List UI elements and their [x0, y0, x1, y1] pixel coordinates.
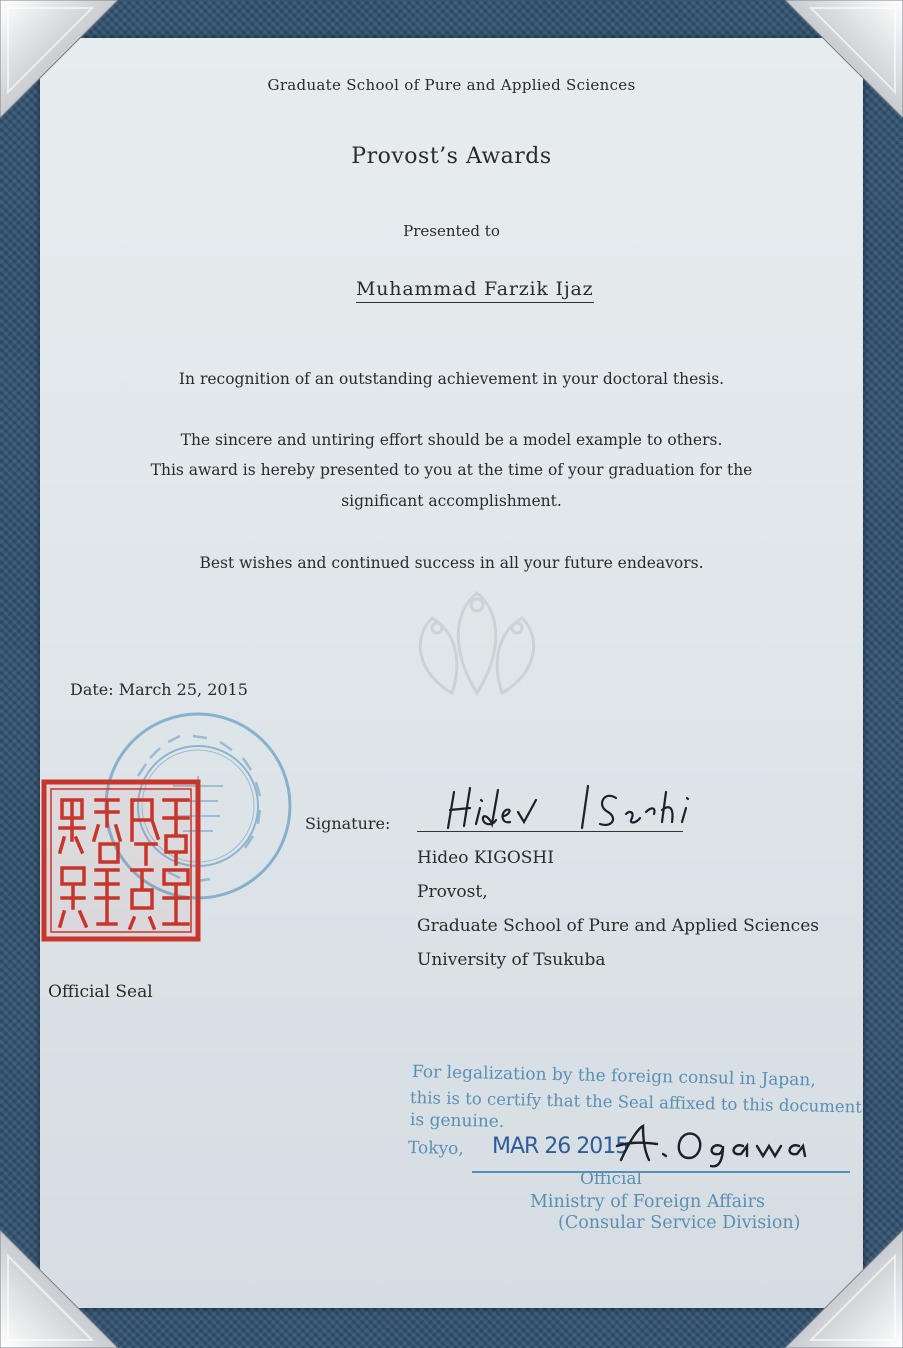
legalization-line	[472, 1171, 850, 1173]
frame-corner-top-right	[785, 0, 903, 118]
frame-corner-bottom-right	[785, 1230, 903, 1348]
signature-line	[417, 831, 683, 832]
legalization-place: Tokyo,	[407, 1138, 465, 1160]
award-date: Date: March 25, 2015	[70, 680, 248, 699]
certificate-paper	[40, 38, 863, 1308]
legalization-ministry: Ministry of Foreign Affairs	[530, 1192, 766, 1212]
body-line-3: significant accomplishment.	[341, 492, 562, 510]
signatory-university: University of Tsukuba	[417, 950, 606, 970]
recognition-text: In recognition of an outstanding achievement in your doctoral thesis.	[178, 370, 725, 388]
legalization-division: (Consular Service Division)	[558, 1213, 801, 1233]
recipient-name: Muhammad Farzik Ijaz	[356, 278, 594, 303]
presented-to-label: Presented to	[403, 222, 500, 240]
official-seal-label: Official Seal	[48, 982, 153, 1002]
legalization-line-3: is genuine.	[409, 1110, 505, 1132]
legalization-official: Official	[580, 1169, 642, 1189]
legalization-date: MAR 26 2015	[492, 1134, 629, 1159]
signature-label: Signature:	[305, 814, 391, 833]
frame-corner-top-left	[0, 0, 118, 118]
university-square-seal-icon	[40, 778, 202, 943]
consular-signature-icon	[613, 1120, 813, 1170]
signatory-school: Graduate School of Pure and Applied Sciences	[417, 916, 819, 936]
signatory-role: Provost,	[417, 882, 488, 902]
legalization-line-1: For legalization by the foreign consul in Japan,	[411, 1062, 816, 1091]
body-line-1: The sincere and untiring effort should be a model example to others.	[180, 431, 723, 449]
legalization-line-2: this is to certify that the Seal affixed to this document	[409, 1088, 863, 1117]
school-header: Graduate School of Pure and Applied Sciences	[267, 76, 636, 94]
body-line-2: This award is hereby presented to you at the time of your graduation for the	[150, 461, 753, 479]
wishes-text: Best wishes and continued success in all your future endeavors.	[199, 554, 704, 572]
paulownia-watermark-icon	[392, 583, 562, 703]
signatory-name: Hideo KIGOSHI	[417, 848, 554, 868]
handwritten-signature-icon	[440, 778, 710, 838]
award-title: Provost’s Awards	[351, 144, 552, 169]
frame-corner-bottom-left	[0, 1230, 118, 1348]
